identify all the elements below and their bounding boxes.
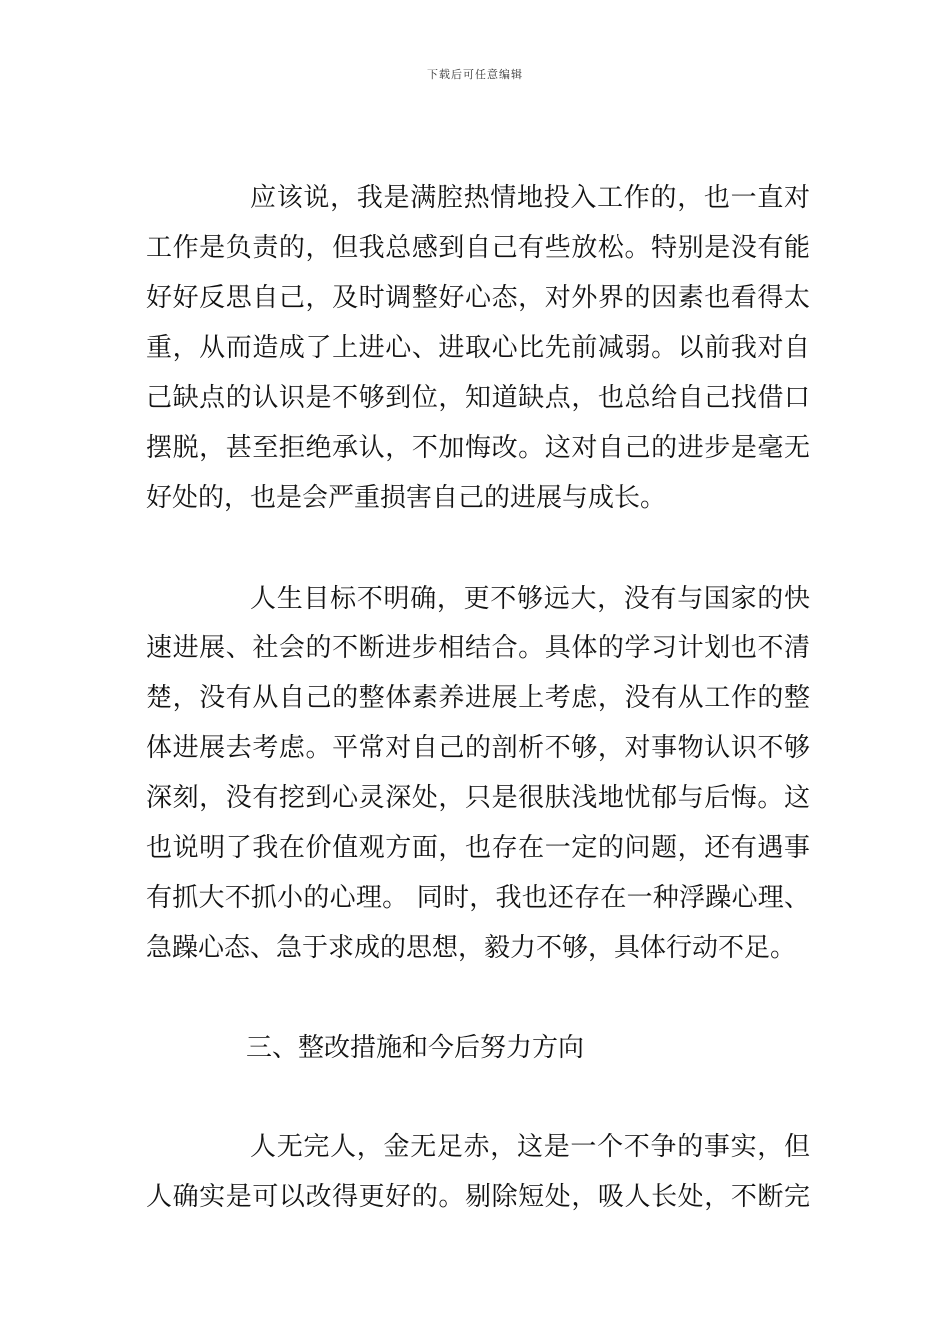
paragraph-2-line-8: 急躁心态、急于求成的思想，毅力不够，具体行动不足。 [146,933,797,963]
paragraph-2-line-5: 深刻，没有挖到心灵深处，只是很肤浅地忧郁与后悔。这 [146,783,810,813]
paragraph-2-line-4: 体进展去考虑。平常对自己的剖析不够，对事物认识不够 [146,733,810,763]
paragraph-1-line-1: 应该说，我是满腔热情地投入工作的，也一直对 [250,183,810,213]
paragraph-3-line-2: 人确实是可以改得更好的。剔除短处，吸人长处，不断完 [146,1182,810,1212]
paragraph-1-line-2: 工作是负责的，但我总感到自己有些放松。特别是没有能 [146,233,810,263]
paragraph-1-line-5: 己缺点的认识是不够到位，知道缺点，也总给自己找借口 [146,383,810,413]
paragraph-1-line-4: 重，从而造成了上进心、进取心比先前减弱。以前我对自 [146,333,810,363]
paragraph-1-line-6: 摆脱，甚至拒绝承认，不加悔改。这对自己的进步是毫无 [146,433,810,463]
paragraph-2-line-6: 也说明了我在价值观方面，也存在一定的问题，还有遇事 [146,833,810,863]
paragraph-2-line-7: 有抓大不抓小的心理。 同时，我也还存在一种浮躁心理、 [146,883,810,913]
paragraph-1-line-7: 好处的，也是会严重损害自己的进展与成长。 [146,483,667,513]
paragraph-2-line-2: 速进展、社会的不断进步相结合。具体的学习计划也不清 [146,633,810,663]
section-heading: 三、整改措施和今后努力方向 [246,1033,585,1063]
paragraph-1-line-3: 好好反思自己，及时调整好心态，对外界的因素也看得太 [146,283,810,313]
paragraph-2-line-1: 人生目标不明确，更不够远大，没有与国家的快 [250,584,810,614]
paragraph-2-line-3: 楚，没有从自己的整体素养进展上考虑，没有从工作的整 [146,683,810,713]
header-note: 下载后可任意编辑 [427,68,523,81]
paragraph-3-line-1: 人无完人，金无足赤，这是一个不争的事实，但 [250,1132,810,1162]
